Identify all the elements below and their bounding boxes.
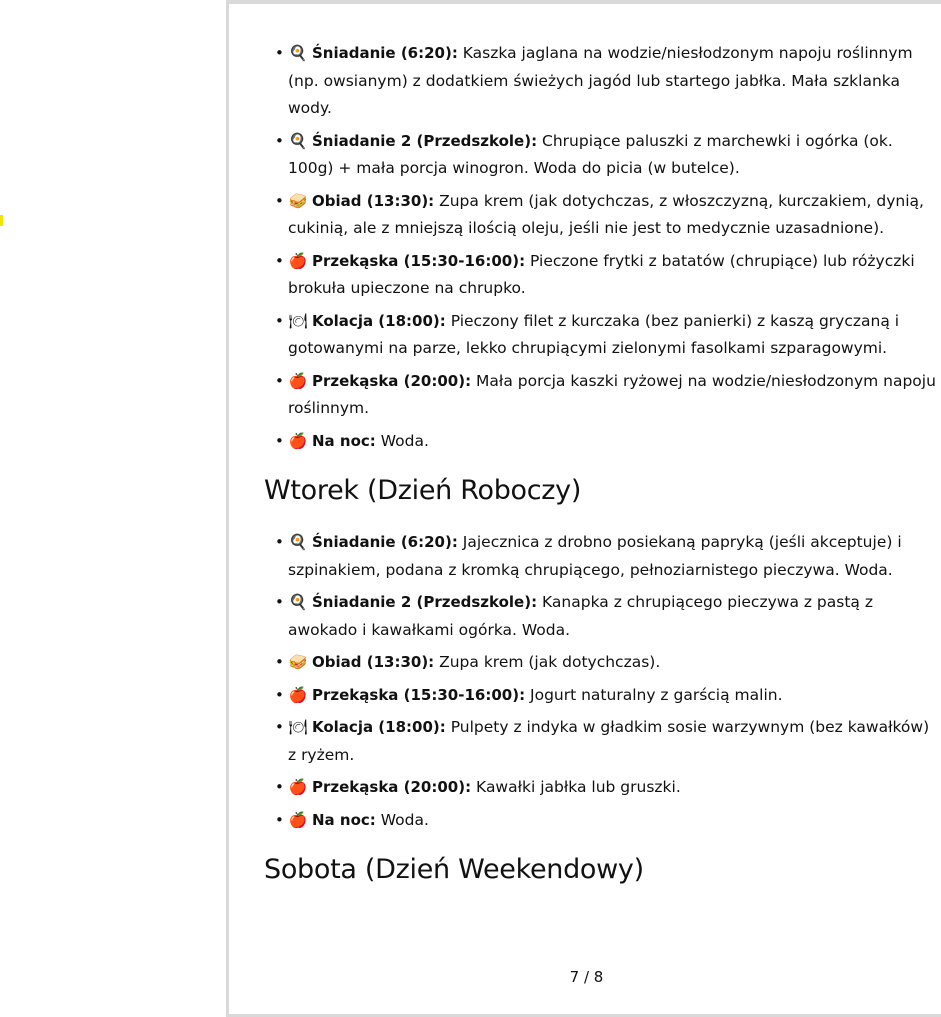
meal-description: Chrupiące paluszki z marchewki i ogórka (ok. 100g) + mała porcja winogron. Woda do picia (w butelce). [288,131,893,177]
meal-list-tuesday [264,529,939,834]
apple-icon: 🍎 [288,371,308,390]
meal-item [264,807,939,835]
meal-description: Jajecznica z drobno posiekaną papryką (jeśli akceptuje) i szpinakiem, podana z kromką chrupiącego, pełnoziarnistego pieczywa. Woda. [288,533,902,579]
sandwich-icon: 🥪 [288,191,308,210]
meal-item [264,128,939,183]
meal-label: Przekąska (15:30-16:00): [312,685,526,704]
meal-description: Woda. [380,431,429,450]
meal-description: Kaszka jaglana na wodzie/niesłodzonym napoju roślinnym (np. owsianym) z dodatkiem świeżych jagód lub startego jabłka. Mała szklanka wody. [288,44,913,117]
meal-description: Pieczone frytki z batatów (chrupiące) lub różyczki brokuła upieczone na chrupko. [288,251,915,297]
frying-pan-icon: 🍳 [288,44,308,62]
frying-pan-icon: 🍳 [288,533,308,551]
meal-item [264,649,939,677]
meal-label: Śniadanie (6:20): [312,44,458,62]
meal-label: Obiad (13:30): [312,191,435,210]
meal-label: Śniadanie 2 (Przedszkole): [312,593,538,611]
meal-description: Woda. [380,810,429,829]
apple-icon: 🍎 [288,778,308,796]
frying-pan-icon: 🍳 [288,131,308,150]
meal-label: Przekąska (20:00): [312,371,472,390]
meal-item [264,40,939,123]
meal-label: Kolacja (18:00): [312,718,446,736]
meal-item [264,774,939,802]
apple-icon: 🍎 [288,251,308,270]
plate-icon: 🍽 [288,718,308,736]
plate-icon: 🍽 [288,311,308,330]
meal-item [264,188,939,243]
meal-label: Na noc: [312,810,376,829]
meal-description: Kawałki jabłka lub gruszki. [476,778,681,796]
apple-icon: 🍎 [288,810,308,829]
day-heading-saturday: Sobota (Dzień Weekendowy) [264,854,644,885]
meal-label: Śniadanie 2 (Przedszkole): [312,131,538,150]
meal-description: Zupa krem (jak dotychczas, z włoszczyzną, kurczakiem, dynią, cukinią, ale z mniejszą ilością oleju, jeśli nie jest to medycznie uzasadnione). [288,191,924,237]
meal-description: Jogurt naturalny z garścią malin. [530,685,783,704]
sandwich-icon: 🥪 [288,653,308,671]
meal-description: Zupa krem (jak dotychczas). [439,653,661,671]
meal-item [264,714,939,769]
meal-label: Obiad (13:30): [312,653,435,671]
highlight-marker [0,215,3,226]
meal-description: Pulpety z indyka w gładkim sosie warzywnym (bez kawałków) z ryżem. [288,718,930,764]
meal-item [264,428,939,456]
apple-icon: 🍎 [288,431,308,450]
frying-pan-icon: 🍳 [288,593,308,611]
meal-description: Kanapka z chrupiącego pieczywa z pastą z awokado i kawałkami ogórka. Woda. [288,593,873,639]
meal-description: Pieczony filet z kurczaka (bez panierki) z kaszą gryczaną i gotowanymi na parze, lekko chrupiącymi zielonymi fasolkami szparagowymi. [288,311,900,357]
page-number: 7 / 8 [569,968,604,986]
page-content [264,40,939,908]
meal-label: Kolacja (18:00): [312,311,446,330]
meal-item [264,682,939,710]
meal-label: Śniadanie (6:20): [312,533,458,551]
day-heading-tuesday: Wtorek (Dzień Roboczy) [264,475,582,506]
meal-item [264,589,939,644]
meal-description: Mała porcja kaszki ryżowej na wodzie/niesłodzonym napoju roślinnym. [288,371,936,417]
meal-item [264,308,939,363]
meal-list-monday [264,40,939,455]
meal-label: Na noc: [312,431,376,450]
meal-label: Przekąska (20:00): [312,778,472,796]
meal-item [264,529,939,584]
apple-icon: 🍎 [288,685,308,704]
meal-item [264,248,939,303]
meal-item [264,368,939,423]
meal-label: Przekąska (15:30-16:00): [312,251,526,270]
document-page [226,0,941,1017]
